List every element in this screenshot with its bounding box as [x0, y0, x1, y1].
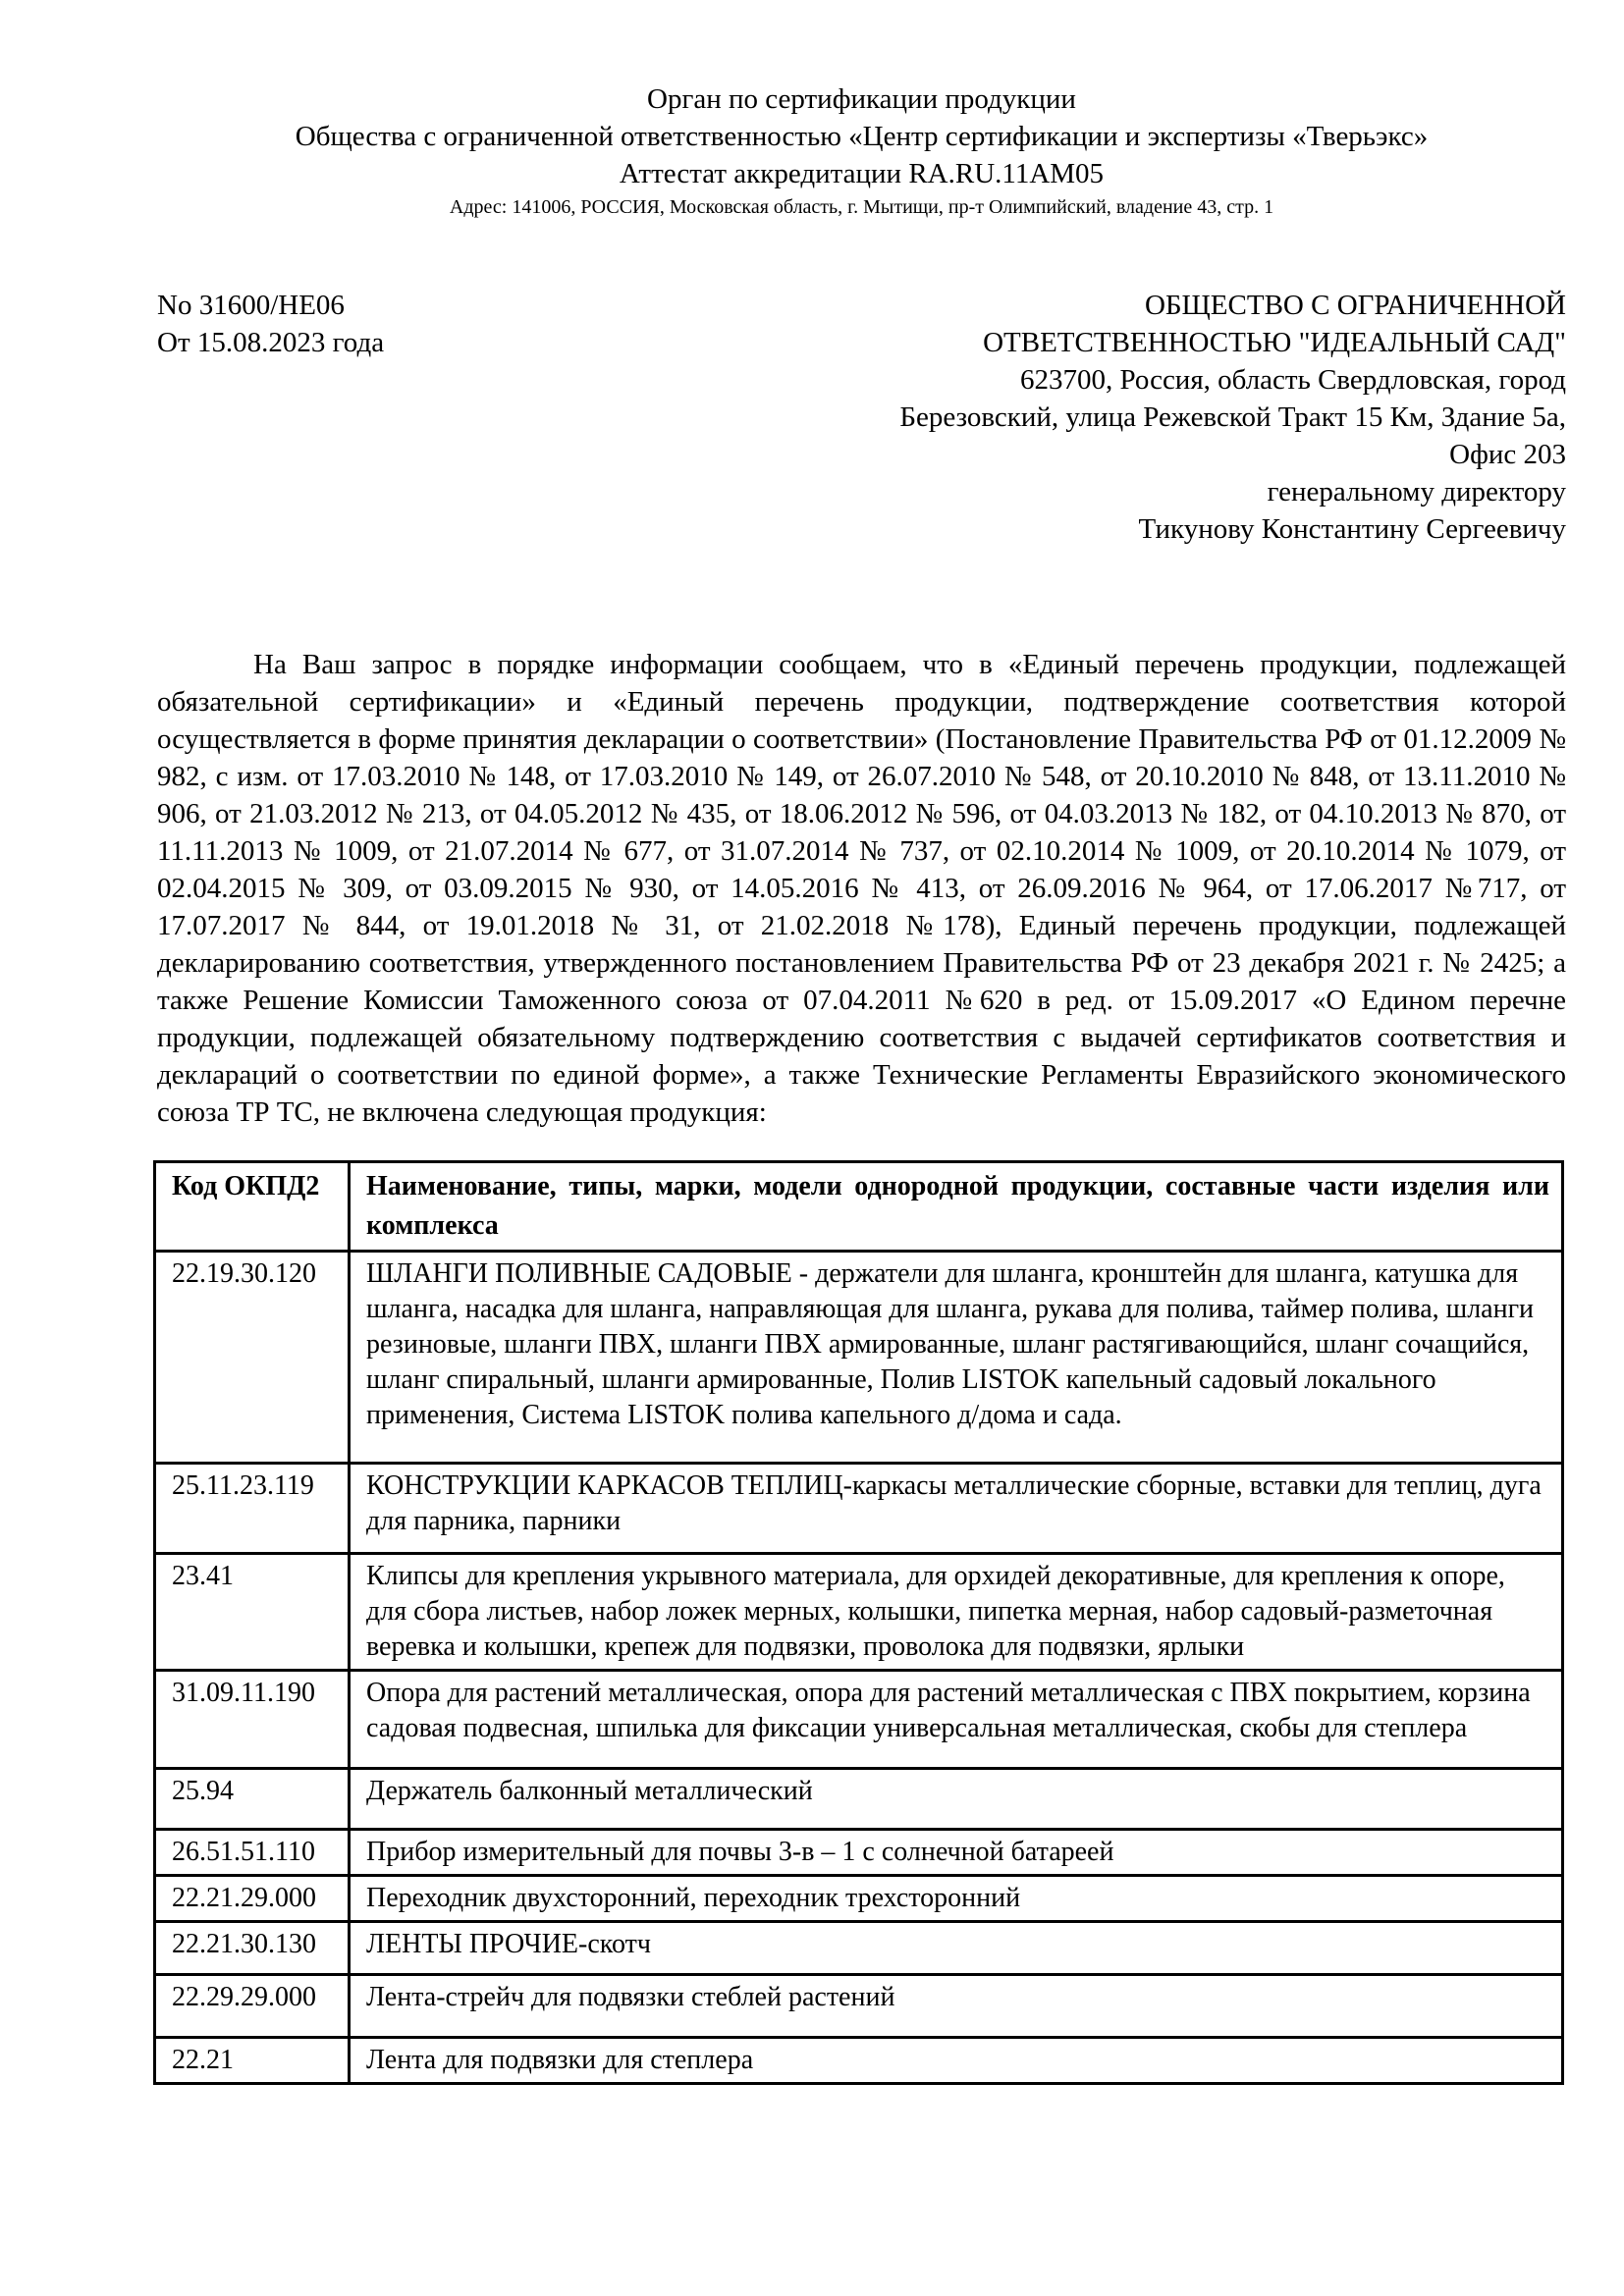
accreditation-line: Аттестат аккредитации RA.RU.11АМ05 — [619, 158, 1105, 189]
okpd-code-cell: 22.21.30.130 — [155, 1922, 350, 1975]
product-description-cell: Клипсы для крепления укрывного материала, для орхидей декоративные, для крепления к опоре, для сбора листьев, набор ложек мерных, колышки, пипетка мерная, набор садовый-разметочная веревка и колышки, крепеж для подвязки, проволока для подвязки, ярлыки — [350, 1554, 1563, 1671]
table-row — [155, 1464, 1563, 1554]
letterhead — [157, 80, 1566, 222]
recipient-line: ОТВЕТСТВЕННОСТЬЮ "ИДЕАЛЬНЫЙ САД" — [983, 327, 1566, 358]
okpd-code-cell: 22.21.29.000 — [155, 1876, 350, 1922]
okpd-code-cell: 22.21 — [155, 2038, 350, 2084]
table-row — [155, 1830, 1563, 1876]
table-row — [155, 1769, 1563, 1830]
org-name-line: Общества с ограниченной ответственностью «Центр сертификации и экспертизы «Тверьэкс» — [295, 121, 1429, 152]
product-description-cell: ШЛАНГИ ПОЛИВНЫЕ САДОВЫЕ - держатели для шланга, кронштейн для шланга, катушка для шланга, насадка для шланга, направляющая для шланга, рукава для полива, таймер полива, шланги резиновые, шланги ПВХ, шланги ПВХ армированные, шланг растягивающийся, шланг сочащийся, шланг спиральный, шланги армированные, Полив LISTOK капельный садовый локального применения, Система LISTOK полива капельного д/дома и сада. — [350, 1252, 1563, 1464]
address-line: Адрес: 141006, РОССИЯ, Московская область, г. Мытищи, пр-т Олимпийский, владение 43, стр. 1 — [449, 196, 1274, 218]
reference-date: От 15.08.2023 года — [157, 327, 385, 358]
recipient-line: ОБЩЕСТВО С ОГРАНИЧЕННОЙ — [1144, 290, 1566, 321]
table-header-row — [155, 1162, 1563, 1252]
product-description-cell: Лента-стрейч для подвязки стеблей растений — [350, 1975, 1563, 2038]
product-description-cell: Опора для растений металлическая, опора для растений металлическая с ПВХ покрытием, корзина садовая подвесная, шпилька для фиксации универсальная металлическая, скобы для степлера — [350, 1671, 1563, 1769]
reference-number: No 31600/HE06 — [157, 290, 345, 321]
recipient-line: 623700, Россия, область Свердловская, город — [1019, 364, 1566, 396]
reference-block — [157, 287, 579, 548]
table-row — [155, 1975, 1563, 2038]
body-paragraph: На Ваш запрос в порядке информации сообщаем, что в «Единый перечень продукции, подлежащей обязательной сертификации» и «Единый перечень продукции, подтверждение соответствия которой осуществляется в форме принятия декларации о соответствии» (Постановление Правительства РФ от 01.12.2009 № 982, с изм. от 17.03.2010 № 148, от 17.03.2010 № 149, от 26.07.2010 № 548, от 20.10.2010 № 848, от 13.11.2010 № 906, от 21.03.2012 № 213, от 04.05.2012 № 435, от 18.06.2012 № 596, от 04.03.2013 № 182, от 04.10.2013 № 870, от 11.11.2013 № 1009, от 21.07.2014 № 677, от 31.07.2014 № 737, от 02.10.2014 № 1009, от 20.10.2014 № 1079, от 02.04.2015 № 309, от 03.09.2015 № 930, от 14.05.2016 № 413, от 26.09.2016 № 964, от 17.06.2017 №717, от 17.07.2017 № 844, от 19.01.2018 № 31, от 21.02.2018 №178), Единый перечень продукции, подлежащей декларированию соответствия, утвержденного постановлением Правительства РФ от 23 декабря 2021 г. № 2425; а также Решение Комиссии Таможенного союза от 07.04.2011 №620 в ред. от 15.09.2017 «О Едином перечне продукции, подлежащей обязательному подтверждению соответствия с выдачей сертификатов соответствия и деклараций о соответствии по единой форме», а также Технические Регламенты Евразийского экономического союза ТР ТС, не включена следующая продукция: — [157, 649, 1566, 1128]
recipient-block — [579, 287, 1566, 548]
table-row — [155, 1671, 1563, 1769]
table-row — [155, 1922, 1563, 1975]
recipient-line: Офис 203 — [1449, 439, 1566, 470]
product-description-cell: ЛЕНТЫ ПРОЧИЕ-скотч — [350, 1922, 1563, 1975]
table-row — [155, 1876, 1563, 1922]
okpd-code-cell: 25.94 — [155, 1769, 350, 1830]
okpd-code-cell: 22.19.30.120 — [155, 1252, 350, 1464]
recipient-line: Тикунову Константину Сергеевичу — [1138, 513, 1566, 545]
product-description-cell: КОНСТРУКЦИИ КАРКАСОВ ТЕПЛИЦ-каркасы металлические сборные, вставки для теплиц, дуга для парника, парники — [350, 1464, 1563, 1554]
product-description-cell: Прибор измерительный для почвы 3-в – 1 с солнечной батареей — [350, 1830, 1563, 1876]
product-description-cell: Держатель балконный металлический — [350, 1769, 1563, 1830]
recipient-line: генеральному директору — [1267, 476, 1566, 507]
table-row — [155, 1252, 1563, 1464]
product-description-cell: Лента для подвязки для степлера — [350, 2038, 1563, 2084]
okpd-code-cell: 23.41 — [155, 1554, 350, 1671]
table-row — [155, 1554, 1563, 1671]
description-header-cell: Наименование, типы, марки, модели однородной продукции, составные части изделия или комплекса — [350, 1162, 1563, 1252]
okpd-code-header-cell: Код ОКПД2 — [155, 1162, 350, 1252]
okpd-code-cell: 25.11.23.119 — [155, 1464, 350, 1554]
table-row — [155, 2038, 1563, 2084]
okpd-code-cell: 22.29.29.000 — [155, 1975, 350, 2038]
product-description-cell: Переходник двухсторонний, переходник трехсторонний — [350, 1876, 1563, 1922]
org-type-line: Орган по сертификации продукции — [647, 83, 1076, 115]
products-table — [153, 1160, 1564, 2085]
recipient-line: Березовский, улица Режевской Тракт 15 Км, Здание 5а, — [899, 401, 1566, 433]
okpd-code-cell: 26.51.51.110 — [155, 1830, 350, 1876]
okpd-code-cell: 31.09.11.190 — [155, 1671, 350, 1769]
reference-section — [157, 287, 1566, 548]
